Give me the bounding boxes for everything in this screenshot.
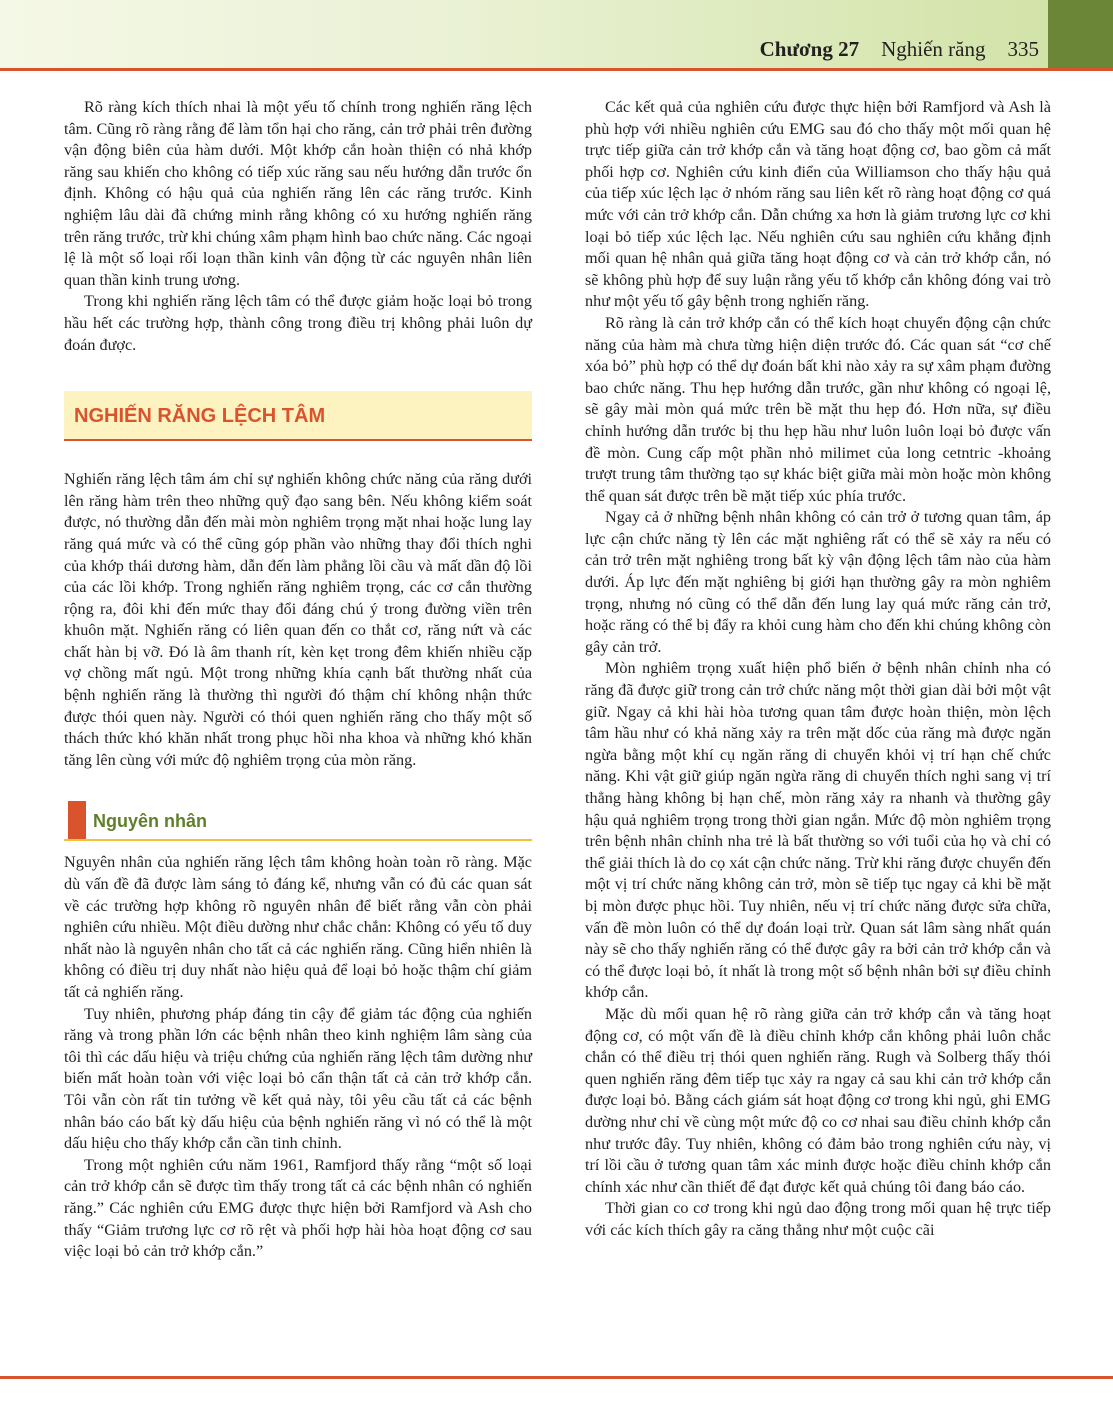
- section-heading: NGHIẾN RĂNG LỆCH TÂM: [64, 391, 532, 441]
- paragraph: Nguyên nhân của nghiến răng lệch tâm không hoàn toàn rõ ràng. Mặc dù vấn đề đã được làm sáng tỏ đáng kể, nhưng vẫn có đủ các quan sát về các trường hợp không rõ nguyên nhân để biết rằng vẫn còn phải nghiên cứu nhiều. Một điều dường như chắc chắn: Không có yếu tố duy nhất nào là nguyên nhân cho tất cả các nghiến răng. Cũng hiển nhiên là không có điều trị duy nhất nào hiệu quả để loại bỏ hoặc thậm chí giảm tất cả nghiến răng.: [64, 853, 532, 1001]
- paragraph: Ngay cả ở những bệnh nhân không có cản trở ở tương quan tâm, áp lực cận chức năng tỳ lên các mặt nghiêng rất có thể sẽ xảy ra nếu có cản trở trên mặt nghiêng trong bất kỳ vận động lệch tâm nào của hàm dưới. Áp lực đến mặt nghiêng bị giới hạn thường gây ra mòn nghiêm trọng, nhưng nó cũng có thể dẫn đến lung lay quá mức răng cản trở, hoặc răng có thể bị đẩy ra khỏi cung hàm cho đến khi chúng không còn gây cản trở.: [585, 508, 1051, 656]
- header-corner-block: [1048, 0, 1113, 68]
- subsection-heading: [64, 801, 532, 841]
- left-column: [64, 97, 532, 1263]
- header-rule: [0, 68, 1113, 71]
- right-column: [585, 97, 1051, 1241]
- chapter-title: Nghiến răng: [881, 37, 986, 61]
- chapter-label: Chương 27: [759, 37, 860, 61]
- paragraph: Nghiến răng lệch tâm ám chỉ sự nghiến không chức năng của răng dưới lên răng hàm trên theo những quỹ đạo sang bên. Nếu không kiểm soát được, nó thường dẫn đến mài mòn nghiêm trọng mặt nhai hoặc lung lay răng quá mức và có thể cũng góp phần vào những thay đổi thích nghi của khớp thái dương hàm, dẫn đến làm phẳng lồi cầu và mất dần độ lồi của các lồi khớp. Trong nghiến răng nghiêm trọng, các cơ cắn thường rộng ra, đôi khi đến mức thay đổi đáng chú ý trong đường viền trên khuôn mặt. Nghiến răng có liên quan đến co thắt cơ, răng nứt và các chất hàn bị vỡ. Đó là âm thanh rít, kèn kẹt trong đêm khiến nhiều cặp vợ chồng mất ngủ. Một trong những khía cạnh bất thường nhất của bệnh nghiến răng là thường thì người đó thậm chí không nhận thức được thói quen này. Người có thói quen nghiến răng cho thấy một số thách thức khó khăn nhất trong phục hồi nha khoa và những khó khăn tăng lên cùng với mức độ nghiêm trọng của mòn răng.: [64, 470, 532, 769]
- paragraph: Trong khi nghiến răng lệch tâm có thể được giảm hoặc loại bỏ trong hầu hết các trường hợp, thành công trong điều trị không phải luôn dự đoán được.: [64, 292, 532, 354]
- paragraph: Trong một nghiên cứu năm 1961, Ramfjord thấy rằng “một số loại cản trở khớp cắn sẽ được tìm thấy trong tất cả các bệnh nhân có nghiến răng.” Các nghiên cứu EMG được thực hiện bởi Ramfjord và Ash cho thấy “Giảm trương lực cơ rõ rệt và phối hợp hài hòa hoạt động cơ sau việc loại bỏ cản trở khớp cắn.”: [64, 1155, 532, 1261]
- paragraph: Các kết quả của nghiên cứu được thực hiện bởi Ramfjord và Ash là phù hợp với nhiều nghiên cứu EMG sau đó cho thấy một mối quan hệ trực tiếp giữa cản trở khớp cắn và tăng hoạt động cơ, bao gồm cả mất phối hợp cơ. Nghiên cứu kinh điển của Williamson cho thấy hậu quả của tiếp xúc lệch lạc ở nhóm răng sau liên kết rõ ràng hoạt động cơ quá mức với cản trở khớp cắn. Dẫn chứng xa hơn là giảm trương lực cơ khi loại bỏ tiếp xúc lệch lạc. Nếu nghiên cứu sau nghiên cứu khẳng định mối quan hệ nhân quả giữa tăng hoạt động cơ và cản trở khớp cắn, nó sẽ không phù hợp để suy luận rằng yếu tố khớp cắn không đóng vai trò như một yếu tố gây bệnh trong nghiến răng.: [585, 98, 1051, 311]
- footer-rule: [0, 1376, 1113, 1379]
- subsection-marker: [68, 801, 86, 839]
- paragraph: Rõ ràng là cản trở khớp cắn có thể kích hoạt chuyển động cận chức năng của hàm mà chưa từng hiện diện trước đó. Các quan sát “cơ chế xóa bỏ” phù hợp có thể dự đoán bất khi nào xảy ra sự xâm phạm đường bao chức năng. Thu hẹp hướng dẫn trước, gần như không có ngoại lệ, sẽ gây mài mòn quá mức trên bề mặt thu hẹp đó. Hơn nữa, sự điều chỉnh hướng dẫn trước bị thu hẹp hầu như luôn luôn loại bỏ được vấn đề mòn. Cung cấp một phần nhỏ milimet của long cetntric -khoảng trượt trung tâm thường tạo sự khác biệt giữa mài mòn hoặc mòn không thể quan sát được trên bề mặt tiếp xúc phía trước.: [585, 313, 1051, 505]
- subsection-title: Nguyên nhân: [93, 811, 208, 832]
- paragraph: Thời gian co cơ trong khi ngủ dao động trong mối quan hệ trực tiếp với các kích thích gây ra căng thẳng như một cuộc cãi: [585, 1199, 1051, 1239]
- paragraph: Mặc dù mối quan hệ rõ ràng giữa cản trở khớp cắn và tăng hoạt động cơ, có một vấn đề là điều chỉnh khớp cắn không phải luôn chắc chắn có thể điều trị thói quen nghiến răng. Rugh và Solberg thấy thói quen nghiến răng đêm tiếp tục xảy ra ngay cả sau khi cản trở khớp cắn được loại bỏ. Bằng cách giám sát hoạt động cơ trong khi ngủ, ghi EMG dường như chỉ về cùng một mức độ co cơ nhai sau điều chỉnh khớp cắn như trước đây. Tuy nhiên, không có đảm bảo trong nghiên cứu này, vị trí lồi cầu ở tương quan tâm xác minh được hoặc điều chỉnh khớp cắn chính xác như cần thiết để đạt được kết quả chúng tôi đang báo cáo.: [585, 1004, 1051, 1196]
- paragraph: Rõ ràng kích thích nhai là một yếu tố chính trong nghiến răng lệch tâm. Cũng rõ ràng rằng để làm tổn hại cho răng, cản trở phải trên đường vận động biên của hàm dưới. Một khớp cắn hoàn thiện có nhả khớp răng sau khiến cho không có tiếp xúc răng sau nếu hướng dẫn trước ổn định. Không có hậu quả của nghiến răng lên các răng trước. Kinh nghiệm lâu dài đã chứng minh rằng không có xu hướng nghiến răng trên răng trước, trừ khi chúng xâm phạm hình bao chức năng. Các ngoại lệ là một số loại rối loạn thần kinh vân động từ các nguyên nhân liên quan thần kinh trung ương.: [64, 98, 532, 289]
- paragraph: Mòn nghiêm trọng xuất hiện phổ biến ở bệnh nhân chỉnh nha có răng đã được giữ trong cản trở chức năng một thời gian dài bởi một vật giữ. Ngay cả khi hài hòa tương quan tâm được hoàn thiện, mòn lệch tâm hầu như có khả năng xảy ra trên mặt dốc của răng mà được ngăn ngừa bằng một khí cụ ngăn răng di chuyển khỏi vị trí hạn chế chức năng. Khi vật giữ giúp ngăn ngừa răng di chuyển thích nghi sang vị trí thẳng hàng không bị hạn chế, mòn răng xảy ra nhanh và thường gây hậu quả nghiêm trọng trong thời gian ngắn. Mức độ mòn nghiêm trọng trên bệnh nhân chỉnh nha trẻ là bất thường so với tuổi của họ và chỉ có thể giải thích là do cọ xát cận chức năng. Trừ khi răng được chuyển đến một vị trí chức năng không cản trở, mòn sẽ tiếp tục ngay cả khi bề mặt bị mòn được phục hồi. Tuy nhiên, nếu vị trí chức năng được sửa chữa, vấn đề mòn luôn có thể dự đoán loại trừ. Quan sát lâm sàng nhất quán này sẽ cho thấy nghiến răng có thể được gây ra bởi cản trở khớp cắn và có thể được loại bỏ, ít nhất là trong một số bệnh nhân bởi sự điều chỉnh khớp cắn.: [585, 659, 1051, 1002]
- running-header: [760, 37, 1039, 61]
- paragraph: Tuy nhiên, phương pháp đáng tin cậy để giảm tác động của nghiến răng và trong phần lớn các bệnh nhân theo kinh nghiệm lâm sàng của tôi thì các dấu hiệu và triệu chứng của nghiến răng lệch tâm dường như biến mất hoàn toàn với việc loại bỏ cẩn thận tất cả cản trở khớp cắn. Tôi vẫn còn rất tin tưởng về kết quả này, tôi yêu cầu tất cả các bệnh nhân báo cáo bất kỳ dấu hiệu của bệnh nghiến răng vì nó có thể là một dấu hiệu cho thấy khớp cắn cần tinh chỉnh.: [64, 1004, 532, 1153]
- page-number: 335: [1007, 37, 1039, 61]
